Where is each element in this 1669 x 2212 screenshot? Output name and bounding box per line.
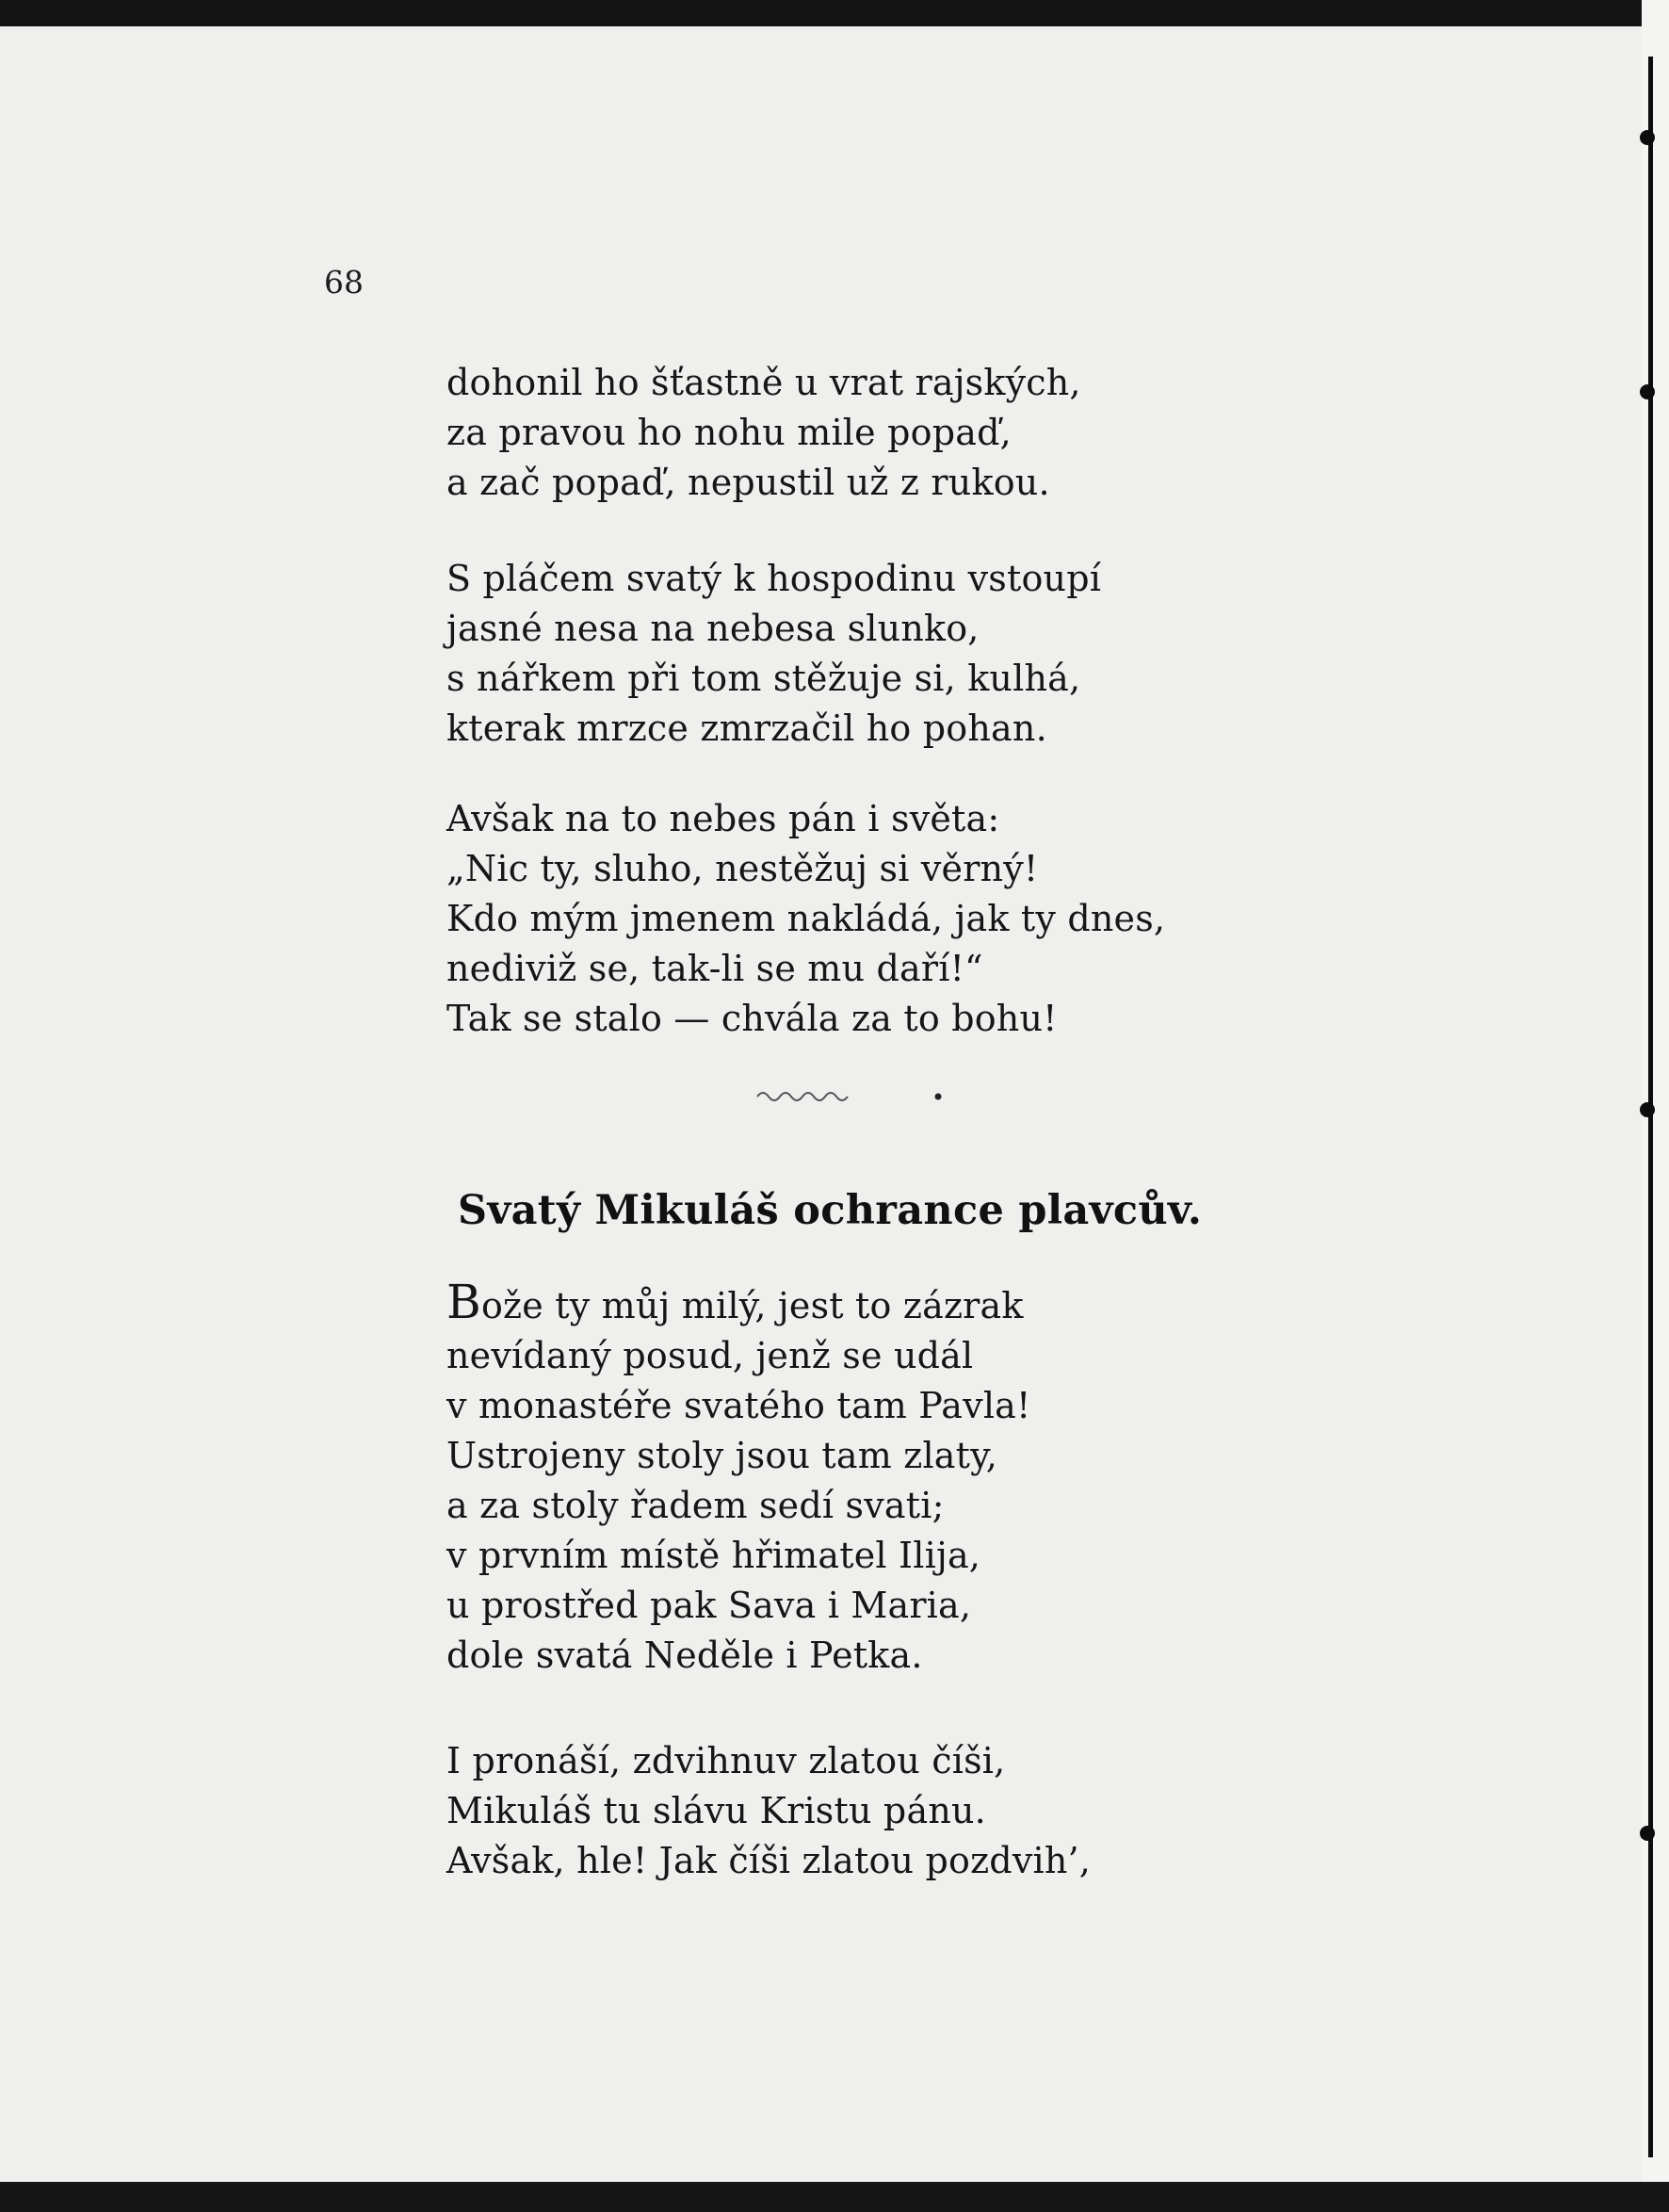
poem-line: za pravou ho nohu mile popaď, xyxy=(446,412,1012,453)
poem-line: a zač popaď, nepustil už z rukou. xyxy=(446,462,1050,503)
stanza-4 xyxy=(446,1275,1031,1681)
poem-line: jasné nesa na nebesa slunko, xyxy=(446,608,980,649)
spine-binding-dot xyxy=(1640,130,1655,145)
poem-line: I pronáší, zdvihnuv zlatou číši, xyxy=(446,1740,1006,1781)
poem-line: Avšak, hle! Jak číši zlatou pozdvih’, xyxy=(446,1840,1092,1881)
poem-line: Avšak na to nebes pán i světa: xyxy=(446,798,1000,839)
poem-line: u prostřed pak Sava i Maria, xyxy=(446,1585,972,1626)
stanza-2 xyxy=(446,554,1101,754)
spine-binding-dot xyxy=(1640,1102,1655,1117)
poem-line: Mikuláš tu slávu Kristu pánu. xyxy=(446,1790,986,1831)
poem-title: Svatý Mikuláš ochrance plavcův. xyxy=(458,1187,1203,1234)
drop-initial: B xyxy=(446,1275,481,1329)
page-number: 68 xyxy=(324,264,364,301)
poem-line: „Nic ty, sluho, nestěžuj si věrný! xyxy=(446,848,1039,889)
poem-line: a za stoly řadem sedí svati; xyxy=(446,1485,945,1526)
poem-line: dohonil ho šťastně u vrat rajských, xyxy=(446,362,1081,403)
stanza-3 xyxy=(446,794,1165,1044)
poem-line: s nářkem při tom stěžuje si, kulhá, xyxy=(446,658,1081,699)
poem-line: Kdo mým jmenem nakládá, jak ty dnes, xyxy=(446,898,1166,939)
first-line-text: ože ty můj milý, jest to zázrak xyxy=(480,1285,1024,1326)
poem-line: S pláčem svatý k hospodinu vstoupí xyxy=(446,558,1102,599)
poem-line: dole svatá Neděle i Petka. xyxy=(446,1635,923,1676)
poem-line: v prvním místě hřimatel Ilija, xyxy=(446,1535,981,1576)
poem-line: Ustrojeny stoly jsou tam zlaty, xyxy=(446,1435,998,1476)
stanza-5 xyxy=(446,1736,1091,1886)
spine-binding-dot xyxy=(1640,1826,1655,1841)
poem-line: nevídaný posud, jenž se udál xyxy=(446,1335,974,1376)
stanza-1 xyxy=(446,358,1081,508)
spine-binding-dot xyxy=(1640,384,1655,399)
poem-line: nediviž se, tak-li se mu daří!“ xyxy=(446,948,983,989)
poem-first-line xyxy=(446,1275,1031,1331)
poem-line: Tak se stalo — chvála za to bohu! xyxy=(446,998,1058,1039)
scan-bottom-edge xyxy=(0,2182,1669,2212)
poem-line: v monastéře svatého tam Pavla! xyxy=(446,1385,1031,1426)
section-divider-ornament xyxy=(753,1083,942,1106)
poem-line: kterak mrzce zmrzačil ho pohan. xyxy=(446,708,1047,749)
